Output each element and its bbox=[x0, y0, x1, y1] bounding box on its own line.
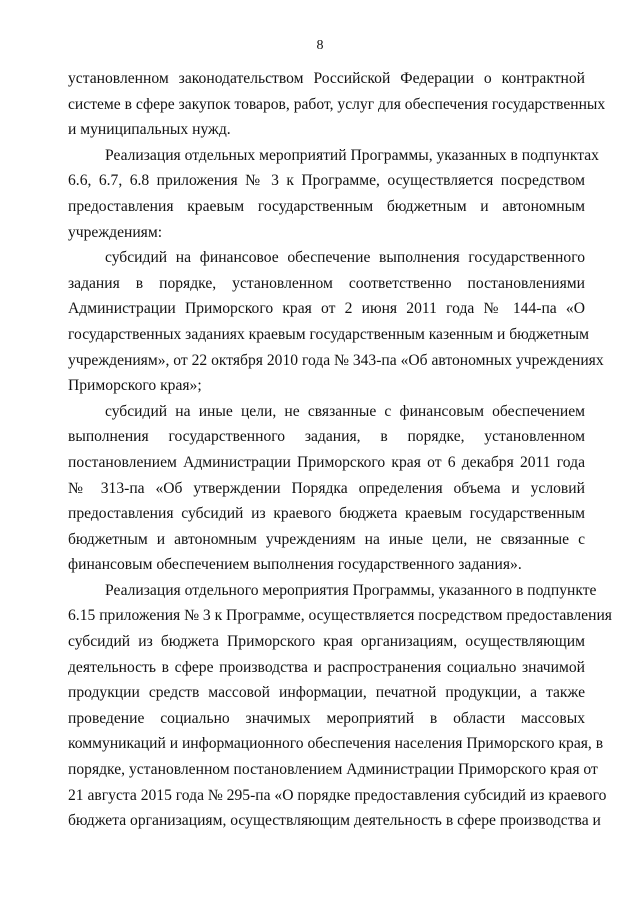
text-line: коммуникаций и информационного обеспечения населения Приморского края, в bbox=[68, 735, 604, 753]
text-line: системе в сфере закупок товаров, работ, услуг для обеспечения государственных bbox=[68, 95, 606, 113]
text-line: предоставления краевым государственным бюджетным и автономным bbox=[68, 197, 585, 215]
text-line: субсидий из бюджета Приморского края организациям, осуществляющим bbox=[68, 633, 585, 651]
text-line: задания в порядке, установленном соответственно постановлениями bbox=[68, 274, 585, 292]
paragraph bbox=[68, 143, 599, 245]
text-line: учреждениям: bbox=[68, 223, 163, 241]
text-line: субсидий на финансовое обеспечение выполнения государственного bbox=[105, 249, 585, 267]
text-line: бюджета организациям, осуществляющим деятельность в сфере производства и bbox=[68, 812, 601, 830]
page-number: 8 bbox=[316, 38, 324, 53]
text-line: бюджетным и автономным учреждениям на иные цели, не связанные с bbox=[68, 530, 585, 548]
text-line: учреждениям», от 22 октября 2010 года № 343-па «Об автономных учреждениях bbox=[68, 351, 604, 369]
text-line: Приморского края»; bbox=[68, 377, 202, 395]
text-line: и муниципальных нужд. bbox=[68, 121, 231, 139]
paragraph bbox=[68, 66, 606, 143]
text-line: порядке, установленном постановлением Администрации Приморского края от bbox=[68, 761, 598, 779]
text-line: постановлением Администрации Приморского края от 6 декабря 2011 года bbox=[68, 453, 585, 471]
text-line: продукции средств массовой информации, печатной продукции, а также bbox=[68, 684, 585, 702]
text-line: финансовым обеспечением выполнения государственного задания». bbox=[68, 556, 522, 574]
paragraph bbox=[68, 245, 604, 399]
text-line: деятельность в сфере производства и распространения социально значимой bbox=[68, 658, 585, 676]
text-line: 6.15 приложения № 3 к Программе, осуществляется посредством предоставления bbox=[68, 607, 612, 625]
text-line: субсидий на иные цели, не связанные с финансовым обеспечением bbox=[105, 402, 585, 420]
text-line: проведение социально значимых мероприятий в области массовых bbox=[68, 709, 585, 727]
text-line: Реализация отдельных мероприятий Программы, указанных в подпунктах bbox=[105, 146, 599, 164]
paragraph bbox=[68, 399, 585, 578]
document-body bbox=[68, 66, 612, 834]
text-line: 6.6, 6.7, 6.8 приложения № 3 к Программе, осуществляется посредством bbox=[68, 172, 585, 190]
text-line: предоставления субсидий из краевого бюджета краевым государственным bbox=[68, 505, 585, 523]
text-line: Администрации Приморского края от 2 июня 2011 года № 144-па «О bbox=[68, 300, 585, 318]
text-line: 21 августа 2015 года № 295-па «О порядке предоставления субсидий из краевого bbox=[68, 786, 607, 804]
text-line: установленном законодательством Российской Федерации о контрактной bbox=[68, 70, 585, 87]
text-line: выполнения государственного задания, в порядке, установленном bbox=[68, 428, 585, 446]
text-line: № 313-па «Об утверждении Порядка определения объема и условий bbox=[68, 479, 585, 497]
paragraph bbox=[68, 578, 612, 834]
text-line: Реализация отдельного мероприятия Программы, указанного в подпункте bbox=[105, 581, 597, 599]
text-line: государственных заданиях краевым государственным казенным и бюджетным bbox=[68, 325, 589, 343]
